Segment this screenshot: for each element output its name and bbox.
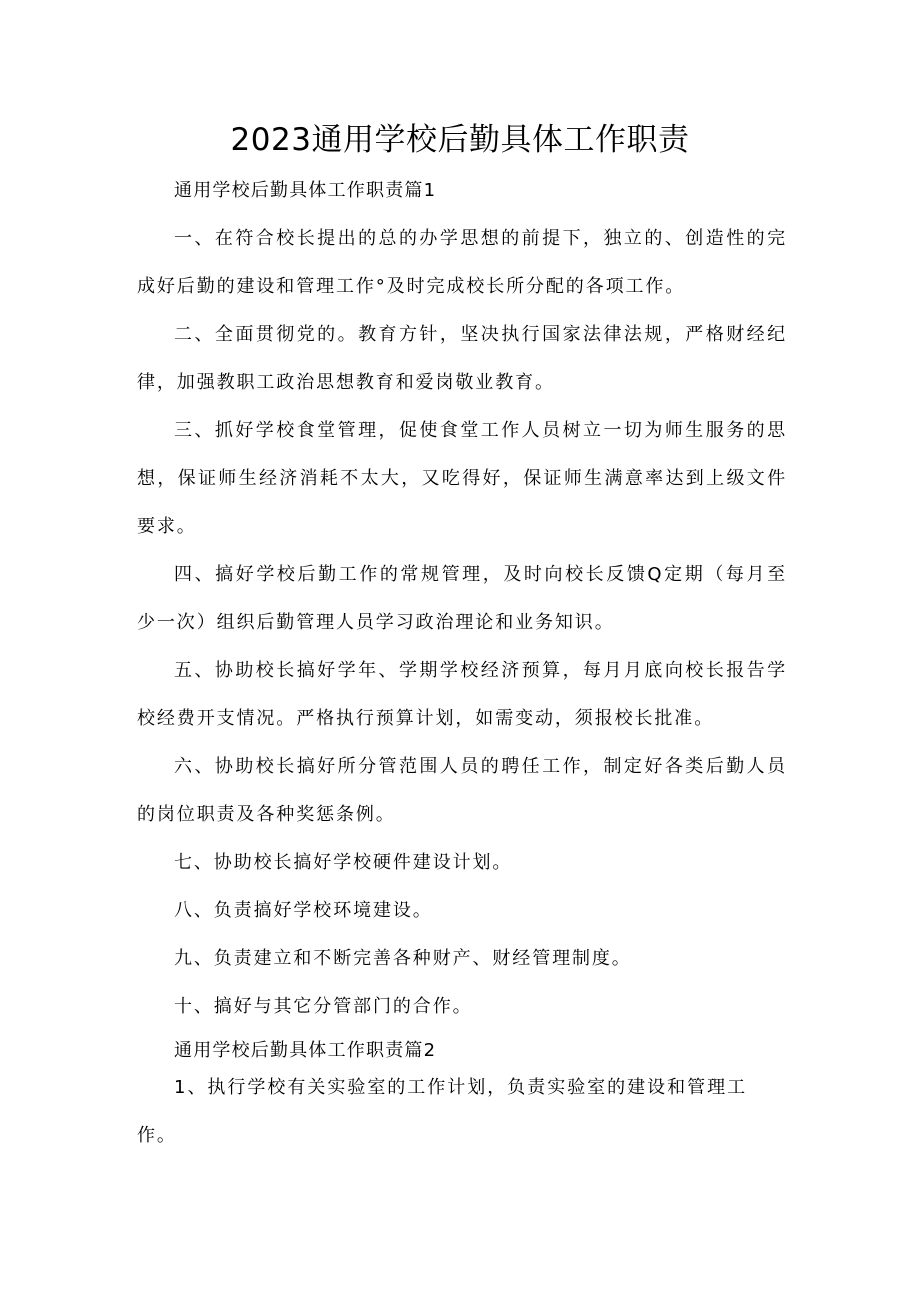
paragraph-item-1: 一、在符合校长提出的总的办学思想的前提下，独立的、创造性的完成好后勤的建设和管理工作°及时完成校长所分配的各项工作。	[137, 228, 787, 297]
document-title: 2023通用学校后勤具体工作职责	[230, 122, 690, 158]
paragraph-item-5: 五、协助校长搞好学年、学期学校经济预算，每月月底向校长报告学校经费开支情况。严格执行预算计划，如需变动，须报校长批准。	[137, 660, 787, 729]
section-heading-1: 通用学校后勤具体工作职责篇1	[174, 180, 437, 201]
paragraph-item-6: 六、协助校长搞好所分管范围人员的聘任工作，制定好各类后勤人员的岗位职责及各种奖惩条例。	[137, 756, 787, 825]
paragraph-item-11: 1、执行学校有关实验室的工作计划，负责实验室的建设和管理工作。	[137, 1077, 747, 1146]
paragraph-item-4: 四、搞好学校后勤工作的常规管理，及时向校长反馈Q定期（每月至少一次）组织后勤管理人员学习政治理论和业务知识。	[137, 564, 787, 633]
paragraph-item-2: 二、全面贯彻党的。教育方针，坚决执行国家法律法规，严格财经纪律，加强教职工政治思想教育和爱岗敬业教育。	[137, 324, 787, 393]
paragraph-item-9: 九、负责建立和不断完善各种财产、财经管理制度。	[174, 948, 632, 969]
paragraph-item-10: 十、搞好与其它分管部门的合作。	[174, 996, 473, 1017]
section-heading-2: 通用学校后勤具体工作职责篇2	[174, 1040, 437, 1061]
paragraph-item-3: 三、抓好学校食堂管理，促使食堂工作人员树立一切为师生服务的思想，保证师生经济消耗不太大，又吃得好，保证师生满意率达到上级文件要求。	[137, 420, 787, 537]
paragraph-item-8: 八、负责搞好学校环境建设。	[174, 900, 433, 921]
paragraph-item-7: 七、协助校长搞好学校硬件建设计划。	[174, 852, 513, 873]
